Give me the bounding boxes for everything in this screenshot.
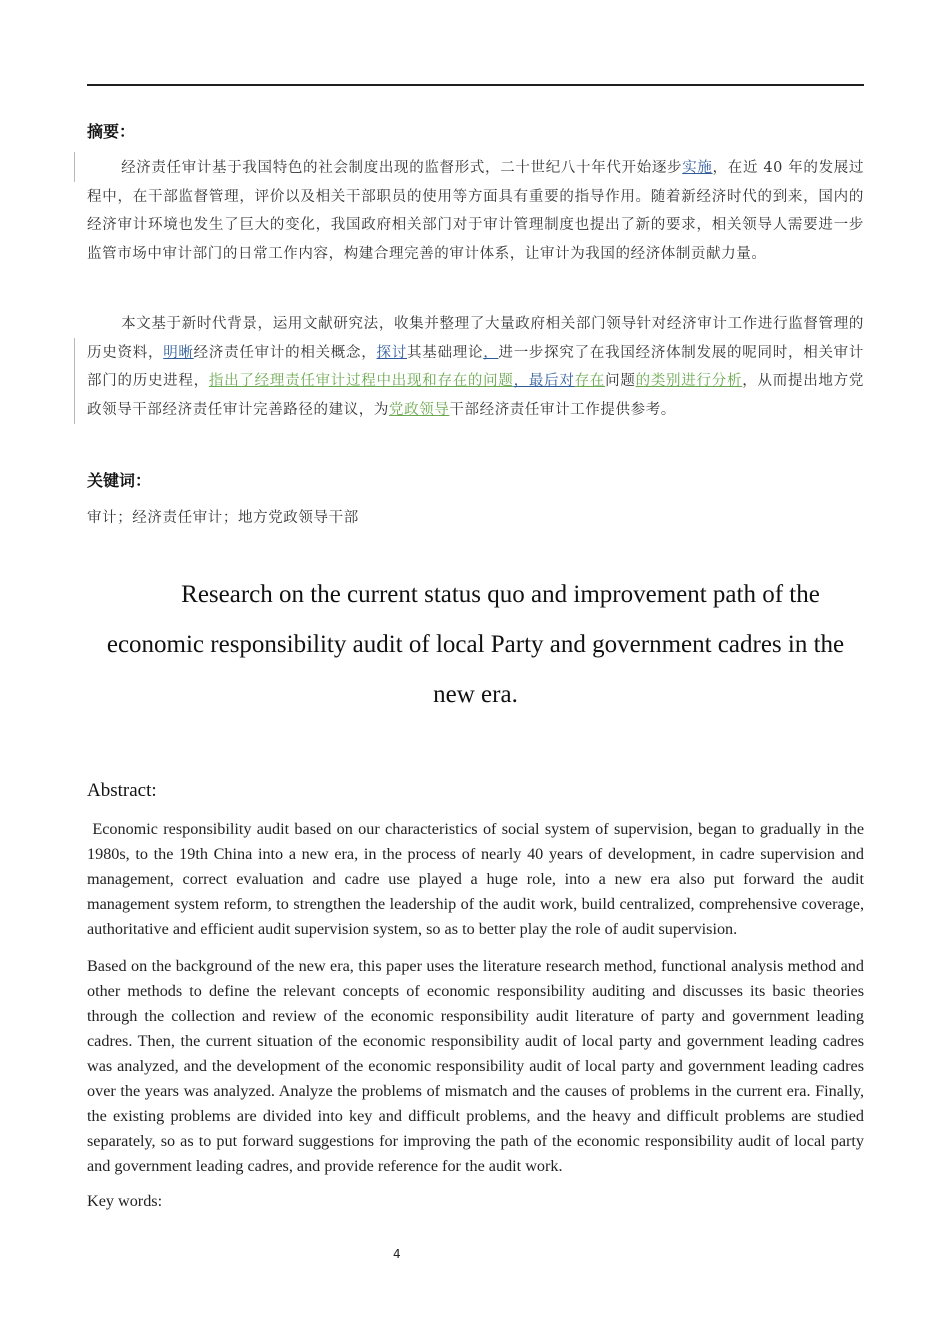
revision-insert[interactable]: 实施 [682, 160, 713, 176]
english-title: Research on the current status quo and improvement path of the economic responsibility audit of local Party and government cadres in the new era. [106, 581, 845, 708]
revision-insert[interactable]: 明晰 [163, 344, 194, 361]
revision-insert[interactable]: 党政领导 [389, 401, 450, 418]
revision-insert[interactable]: 探讨 [376, 344, 408, 361]
cn-keywords: 审计；经济责任审计；地方党政领导干部 [87, 510, 359, 526]
en-keywords-label: Key words: [87, 1192, 163, 1210]
header-rule [87, 84, 864, 86]
revision-change-bar [74, 152, 75, 182]
cn-keywords-heading: 关键词： [87, 471, 152, 490]
revision-insert[interactable]: ，最后对 [513, 373, 575, 389]
en-abstract-paragraph-1: Economic responsibility audit based on our characteristics of social system of supervision, began to gradually in the 1980s, to the 19th China into a new era, in the process of nearly 40 years of development, in cadre supervision and management, correct evaluation and cadre use played a huge role, into a new era also put forward the audit management system reform, to strengthen the leadership of the audit work, build centralized, comprehensive coverage, authoritative and efficient audit supervision system, so as to better play the role of audit supervision. [87, 820, 869, 938]
revision-insert[interactable]: ， [483, 344, 499, 361]
cn-abstract-paragraph-1: 经济责任审计基于我国特色的社会制度出现的监督形式，二十世纪八十年代开始逐步实施，在近 40 年的发展过程中，在干部监督管理，评价以及相关干部职员的使用等方面具有重要的指导作用。随着新经济时代的到来，国内的经济审计环境也发生了巨大的变化，我国政府相关部门对于审计管理制度也提出了新的要求，相关领导人需要进一步监管市场中审计部门的日常工作内容，构建合理完善的审计体系，让审计为我国的经济体制贡献力量。 [87, 160, 865, 262]
en-abstract-label: Abstract: [87, 780, 157, 801]
revision-insert[interactable]: 指出了经理责任审计过程中出现和存在的问题 [208, 373, 514, 389]
en-abstract-paragraph-2: Based on the background of the new era, this paper uses the literature research method, functional analysis method and other methods to define the relevant concepts of economic responsibility auditing and discusses its basic theories through the collection and review of the economic responsibility audit literature of party and government leading cadres. Then, the current situation of the economic responsibility audit of local party and government leading cadres was analyzed, and the development of the economic responsibility audit of local party and government leading cadres over the years was analyzed. Analyze the problems of mismatch and the causes of problems in the current era. Finally, the existing problems are divided into key and difficult problems, and the heavy and difficult problems are studied separately, so as to put forward suggestions for improving the path of the economic responsibility audit of local party and government leading cadres, and provide reference for the audit work. [87, 957, 864, 1175]
cn-abstract-paragraph-2: 本文基于新时代背景，运用文献研究法，收集并整理了大量政府相关部门领导针对经济审计工作进行监督管理的历史资料，明晰经济责任审计的相关概念，探讨其基础理论，进一步探究了在我国经济体制发展的呢同时，相关审计部门的历史进程，指出了经理责任审计过程中出现和存在的问题，最后对存在问题的类别进行分析，从而提出地方党政领导干部经济责任审计完善路径的建议，为党政领导干部经济责任审计工作提供参考。 [87, 316, 865, 418]
revision-change-bar [74, 338, 75, 424]
cn-abstract-heading: 摘要： [87, 122, 136, 141]
page-number: 4 [393, 1247, 401, 1261]
revision-insert[interactable]: 存在 [574, 373, 606, 389]
revision-insert[interactable]: 的类别进行分析 [635, 373, 743, 389]
